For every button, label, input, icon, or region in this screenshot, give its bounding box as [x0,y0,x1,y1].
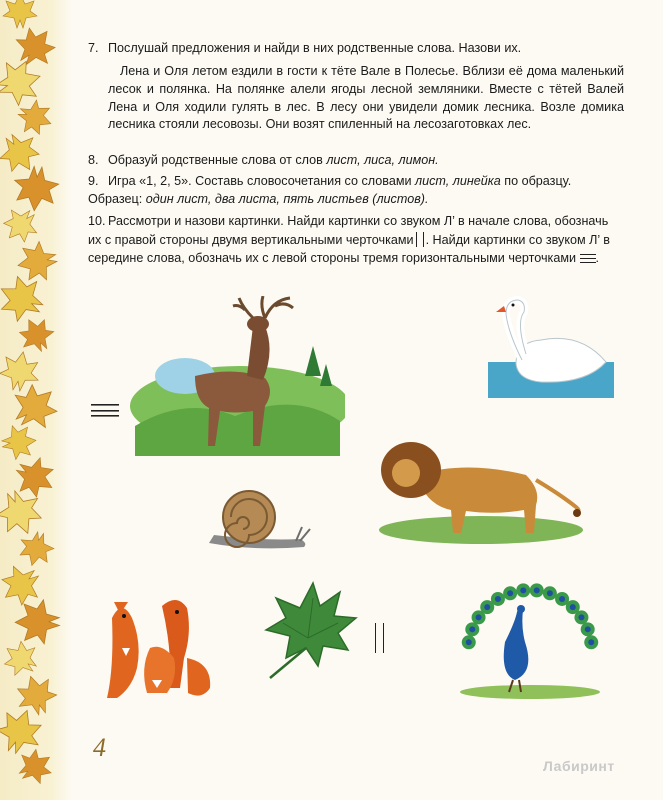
story-paragraph [108,63,624,134]
peacock-eye-icon [466,639,472,645]
peacock-picture [445,572,615,707]
autumn-leaf-icon [3,0,37,28]
autumn-leaf-icon [8,20,63,75]
peacock-eye-icon [476,614,482,620]
peacock-eye-icon [578,614,584,620]
swan-picture [486,292,616,407]
autumn-leaf-icon [15,599,60,644]
task-10 [88,212,624,268]
task-9-text-a: Игра «1, 2, 5». Составь словосочетания со словами [108,174,416,188]
autumn-leaf-border [0,0,72,800]
peacock-eye-icon [469,626,475,632]
leaf-vertical-marks [375,623,384,653]
page-number: 4 [93,733,106,762]
autumn-leaf-icon [0,423,37,460]
maple-leaf-icon [258,578,358,683]
foxes-picture [92,588,222,713]
swan-icon [486,292,616,402]
peacock-eye-icon [534,587,540,593]
task-7-number: 7. [88,41,99,55]
autumn-leaf-icon [0,635,45,682]
task-9-sample: один лист, два листа, пять листьев (листов). [145,191,429,206]
task-10-number: 10. [88,214,106,228]
snail-picture [204,485,314,560]
peacock-eye-icon [588,639,594,645]
peacock-icon [445,572,615,702]
autumn-leaf-icon [0,484,48,542]
peacock-eye-icon [495,596,501,602]
publisher-logo: Лабиринт [543,758,615,774]
task-9 [88,173,624,208]
autumn-leaf-icon [0,703,48,760]
fox-icon [92,588,222,708]
lion-picture [376,435,591,550]
task-10-text-b: . Найди картинки со звуком Л’ в середине слова, обозначь их с левой стороны тремя горизонтальными черточками [88,232,610,265]
autumn-leaf-icon [15,528,57,570]
autumn-leaf-icon [12,165,60,213]
horizontal-marks-icon [580,254,596,263]
task-9-text-b: по образцу. Образец: [88,174,572,206]
peacock-eye-icon [547,590,553,596]
peacock-eye-icon [507,590,513,596]
vertical-marks-icon [416,232,424,247]
autumn-leaf-icon [0,269,51,328]
autumn-leaf-icon [14,312,60,358]
deer-icon [125,296,345,466]
task-7 [88,40,624,58]
peacock-eye-icon [559,596,565,602]
task-7-text: Послушай предложения и найди в них родственные слова. Назови их. [108,41,522,55]
task-8 [88,152,624,170]
peacock-eye-icon [570,604,576,610]
task-10-text-a: Рассмотри и назови картинки. Найди картинки со звуком Л’ в начале слова, обозначь их с правой стороны двумя вертикальными черточками [88,214,609,247]
autumn-leaf-icon [0,55,46,110]
task-9-number: 9. [88,174,99,188]
peacock-eye-icon [520,587,526,593]
task-8-text: Образуй родственные слова от слов [108,153,327,167]
leaf-border-icon [0,0,72,800]
maple-leaf-picture [258,578,358,688]
lion-icon [376,435,591,545]
peacock-eye-icon [484,604,490,610]
autumn-leaf-icon [0,201,45,249]
story-text: Лена и Оля летом ездили в гости к тёте Вале в Полесье. Вблизи её дома маленький лесок и полянка. На полянке алели ягоды лесной земляники. Вместе с тётей Валей Лена и Оля ходили гулять в лес. В лесу они увидели домик лесника. Возле домика лесника стояли лесовозы. Они возят спиленный на лесозаготовках лес. [108,64,624,132]
autumn-leaf-icon [12,743,59,790]
snail-icon [204,485,314,555]
task-8-number: 8. [88,153,99,167]
task-9-words: лист, линейка [415,174,501,188]
autumn-leaf-icon [0,348,42,393]
deer-horizontal-marks [91,404,119,417]
autumn-leaf-icon [14,239,60,285]
deer-picture [125,296,345,471]
task-10-text-c: . [595,251,600,265]
task-8-words: лист, лиса, лимон. [326,153,439,167]
autumn-leaf-icon [12,671,61,720]
peacock-eye-icon [585,626,591,632]
